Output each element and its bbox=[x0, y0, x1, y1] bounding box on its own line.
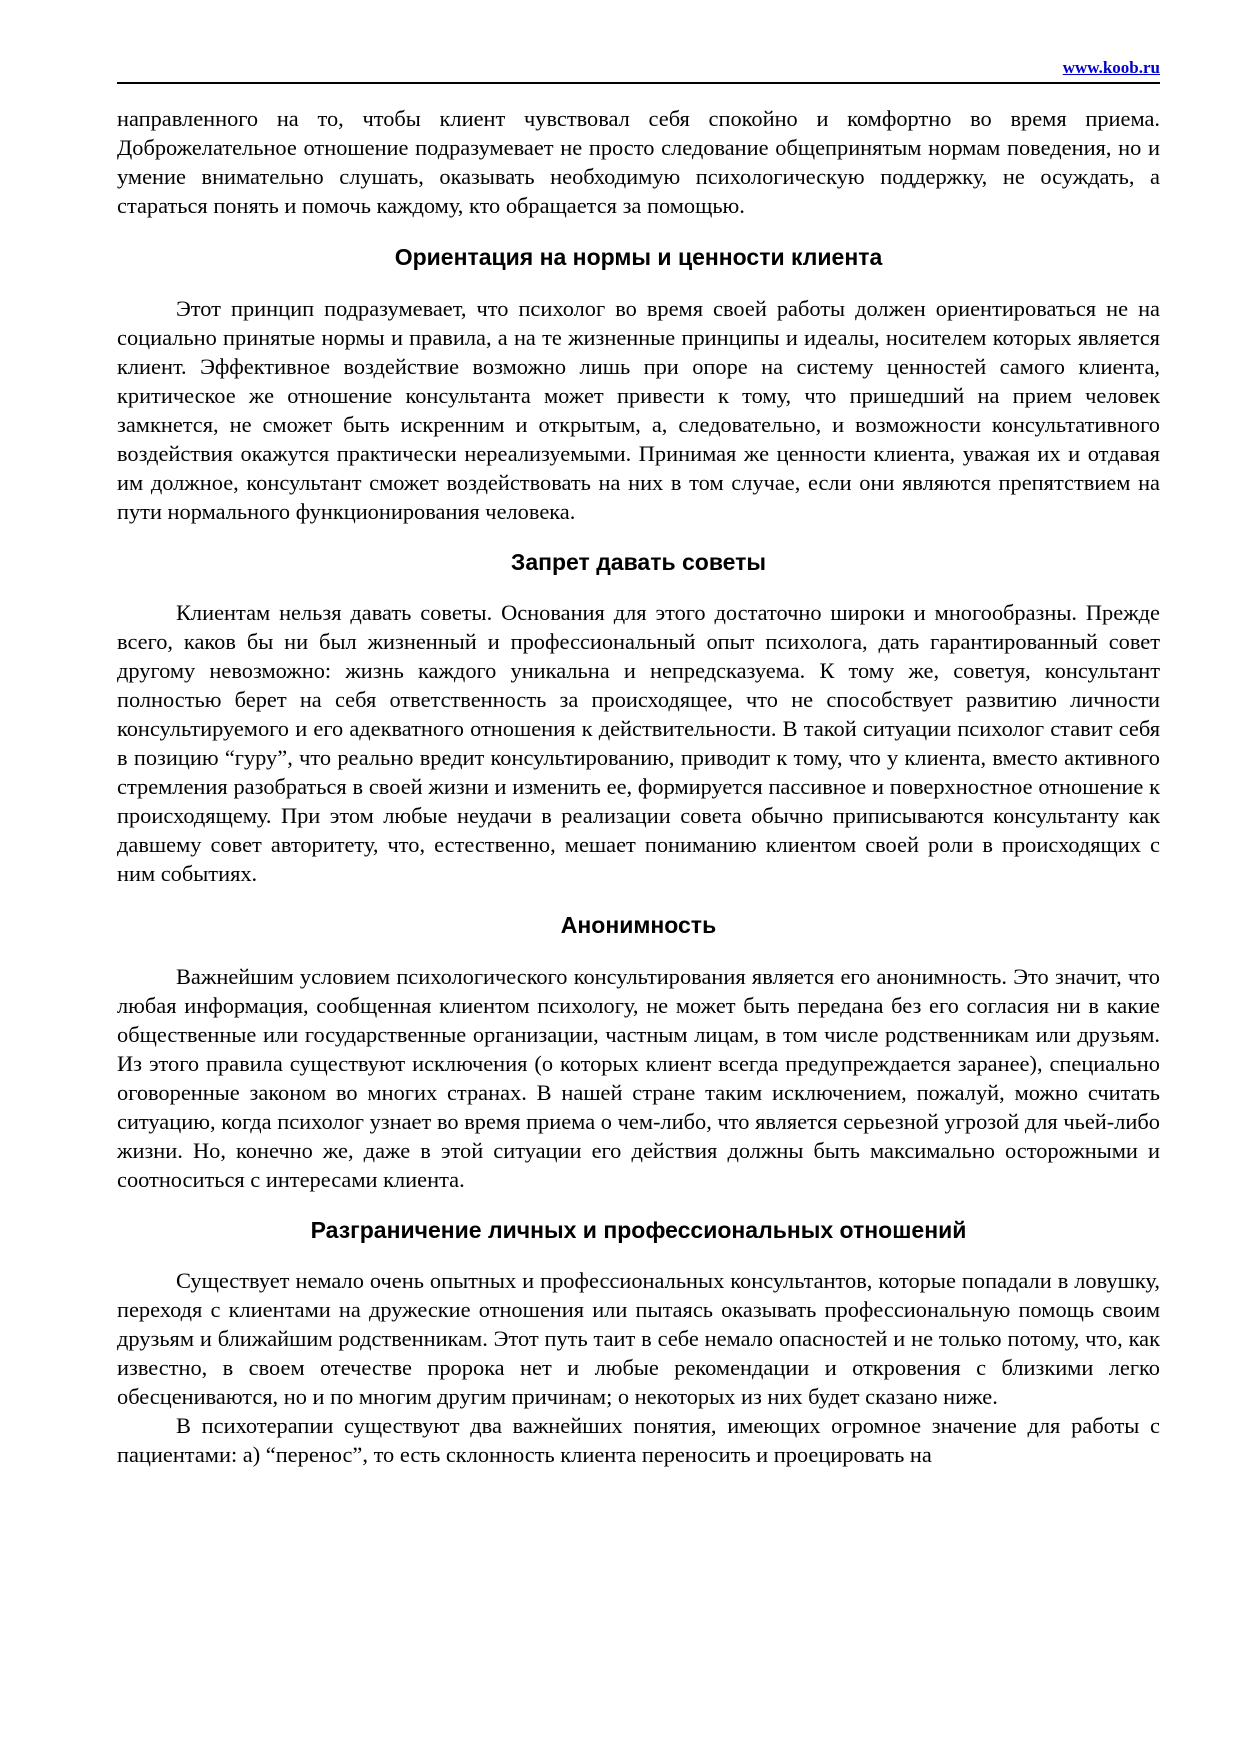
section-paragraph: Этот принцип подразумевает, что психолог во время своей работы должен ориентироваться не на социально принятые нормы и правила, а на те жизненные принципы и идеалы, носителем которых является клиент. Эффективное воздействие возможно лишь при опоре на систему ценностей самого клиента, критическое же отношение консультанта может привести к тому, что пришедший на прием человек замкнется, не сможет быть искренним и открытым, а, следовательно, и возможности консультативного воздействия окажутся практически нереализуемыми. Принимая же ценности клиента, уважая их и отдавая им должное, консультант сможет воздействовать на них в том случае, если они являются препятствием на пути нормального функционирования человека. bbox=[117, 296, 1160, 524]
section-paragraph: Важнейшим условием психологического консультирования является его анонимность. Это значит, что любая информация, сообщенная клиентом психологу, не может быть передана без его согласия ни в какие общественные или государственные организации, частным лицам, в том числе родственникам или друзьям. Из этого правила существуют исключения (о которых клиент всегда предупреждается заранее), специально оговоренные законом во многих странах. В нашей стране таким исключением, пожалуй, можно считать ситуацию, когда психолог узнает во время приема о чем-либо, что является серьезной угрозой для чьей-либо жизни. Но, конечно же, даже в этой ситуации его действия должны быть максимально осторожными и соотноситься с интересами клиента. bbox=[117, 964, 1160, 1192]
section-heading-anonymity: Анонимность bbox=[560, 912, 717, 938]
document-body bbox=[117, 104, 1160, 1469]
header-divider bbox=[117, 82, 1160, 84]
section-heading-no-advice: Запрет давать советы bbox=[510, 549, 767, 575]
section-paragraph: Существует немало очень опытных и профессиональных консультантов, которые попадали в ловушку, переходя с клиентами на дружеские отношения или пытаясь оказывать профессиональную помощь своим друзьям и ближайшим родственникам. Этот путь таит в себе немало опасностей и не только потому, что, как известно, в своем отечестве пророка нет и любые рекомендации и откровения с близкими легко обесцениваются, но и по многим другим причинам; о некоторых из них будет сказано ниже. bbox=[117, 1268, 1160, 1409]
section-paragraph: В психотерапии существуют два важнейших понятия, имеющих огромное значение для работы с пациентами: а) “перенос”, то есть склонность клиента переносить и проецировать на bbox=[117, 1413, 1160, 1467]
section-heading-boundaries: Разграничение личных и профессиональных отношений bbox=[310, 1217, 967, 1243]
section-heading-client-norms: Ориентация на нормы и ценности клиента bbox=[394, 244, 883, 270]
site-link[interactable]: www.koob.ru bbox=[1062, 58, 1160, 77]
section-paragraph: Клиентам нельзя давать советы. Основания для этого достаточно широки и многообразны. Прежде всего, каков бы ни был жизненный и профессиональный опыт психолога, дать гарантированный совет другому невозможно: жизнь каждого уникальна и непредсказуема. К тому же, советуя, консультант полностью берет на себя ответственность за происходящее, что не способствует развитию личности консультируемого и его адекватного отношения к действительности. В такой ситуации психолог ставит себя в позицию “гуру”, что реально вредит консультированию, приводит к тому, что у клиента, вместо активного стремления разобраться в своей жизни и изменить ее, формируется пассивное и поверхностное отношение к происходящему. При этом любые неудачи в реализации совета обычно приписываются консультанту как давшему совет авторитету, что, естественно, мешает пониманию клиентом своей роли в происходящих с ним событиях. bbox=[117, 600, 1160, 886]
intro-paragraph: направленного на то, чтобы клиент чувствовал себя спокойно и комфортно во время приема. Доброжелательное отношение подразумевает не просто следование общепринятым нормам поведения, но и умение внимательно слушать, оказывать необходимую психологическую поддержку, не осуждать, а стараться понять и помочь каждому, кто обращается за помощью. bbox=[117, 106, 1160, 218]
